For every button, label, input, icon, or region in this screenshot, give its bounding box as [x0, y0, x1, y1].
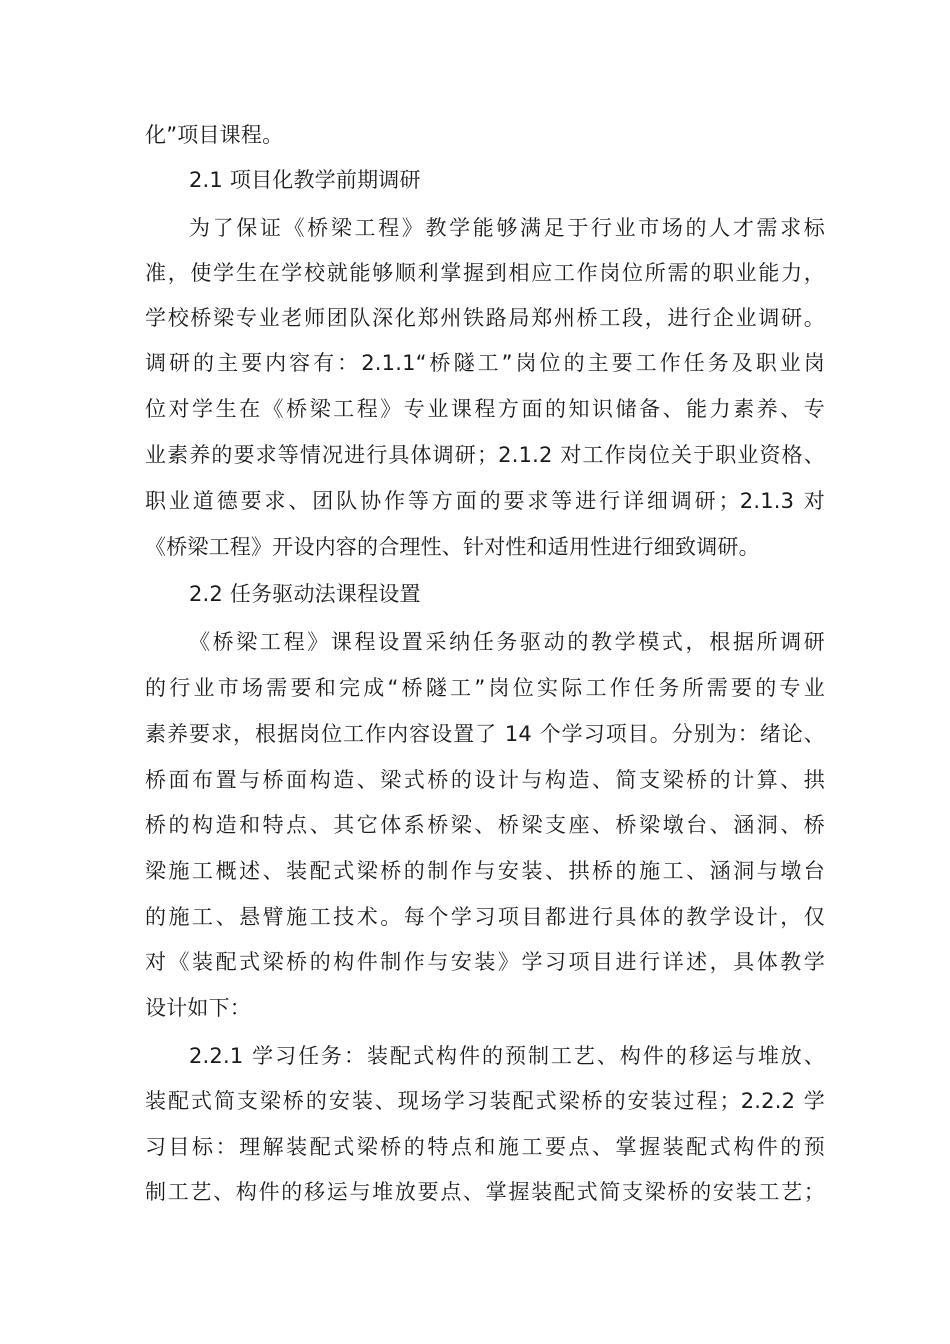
text-line: 调研的主要内容有：2.1.1“桥隧工”岗位的主要工作任务及职业岗 [145, 351, 825, 375]
text-line: 制工艺、构件的移运与堆放要点、掌握装配式简支梁桥的安装工艺； [145, 1180, 825, 1204]
text-line: 准，使学生在学校就能够顺利掌握到相应工作岗位所需的职业能力， [145, 261, 825, 285]
text-line: 职业道德要求、团队协作等方面的要求等进行详细调研；2.1.3 对 [145, 489, 825, 513]
text-line: 对《装配式梁桥的构件制作与安装》学习项目进行详述，具体教学 [145, 950, 825, 974]
text-line: 桥面布置与桥面构造、梁式桥的设计与构造、简支梁桥的计算、拱 [145, 768, 825, 792]
text-line: 《桥梁工程》课程设置采纳任务驱动的教学模式，根据所调研 [189, 630, 825, 654]
section-heading-2-1: 2.1 项目化教学前期调研 [189, 168, 421, 192]
text-line: 梁施工概述、装配式梁桥的制作与安装、拱桥的施工、涵洞与墩台 [145, 859, 825, 883]
text-line: 习目标：理解装配式梁桥的特点和施工要点、掌握装配式构件的预 [145, 1135, 825, 1159]
text-line: 素养要求，根据岗位工作内容设置了 14 个学习项目。分别为：绪论、 [145, 722, 825, 746]
text-line: 为了保证《桥梁工程》教学能够满足于行业市场的人才需求标 [189, 216, 825, 240]
text-line: 业素养的要求等情况进行具体调研；2.1.2 对工作岗位关于职业资格、 [145, 443, 825, 467]
section-heading-2-2: 2.2 任务驱动法课程设置 [189, 582, 421, 606]
text-line: 的施工、悬臂施工技术。每个学习项目都进行具体的教学设计，仅 [145, 905, 825, 929]
text-line: 桥的构造和特点、其它体系桥梁、桥梁支座、桥梁墩台、涵洞、桥 [145, 813, 825, 837]
text-line: 的行业市场需要和完成“桥隧工”岗位实际工作任务所需要的专业 [145, 676, 825, 700]
text-line: 位对学生在《桥梁工程》专业课程方面的知识储备、能力素养、专 [145, 397, 825, 421]
text-line: 2.2.1 学习任务：装配式构件的预制工艺、构件的移运与堆放、 [189, 1044, 825, 1068]
text-line: 设计如下： [145, 996, 251, 1020]
text-line: 化”项目课程。 [145, 123, 284, 147]
text-line: 《桥梁工程》开设内容的合理性、针对性和适用性进行细致调研。 [145, 535, 760, 559]
text-line: 学校桥梁专业老师团队深化郑州铁路局郑州桥工段，进行企业调研。 [145, 306, 825, 330]
text-line: 装配式简支梁桥的安装、现场学习装配式梁桥的安装过程；2.2.2 学 [145, 1089, 825, 1113]
